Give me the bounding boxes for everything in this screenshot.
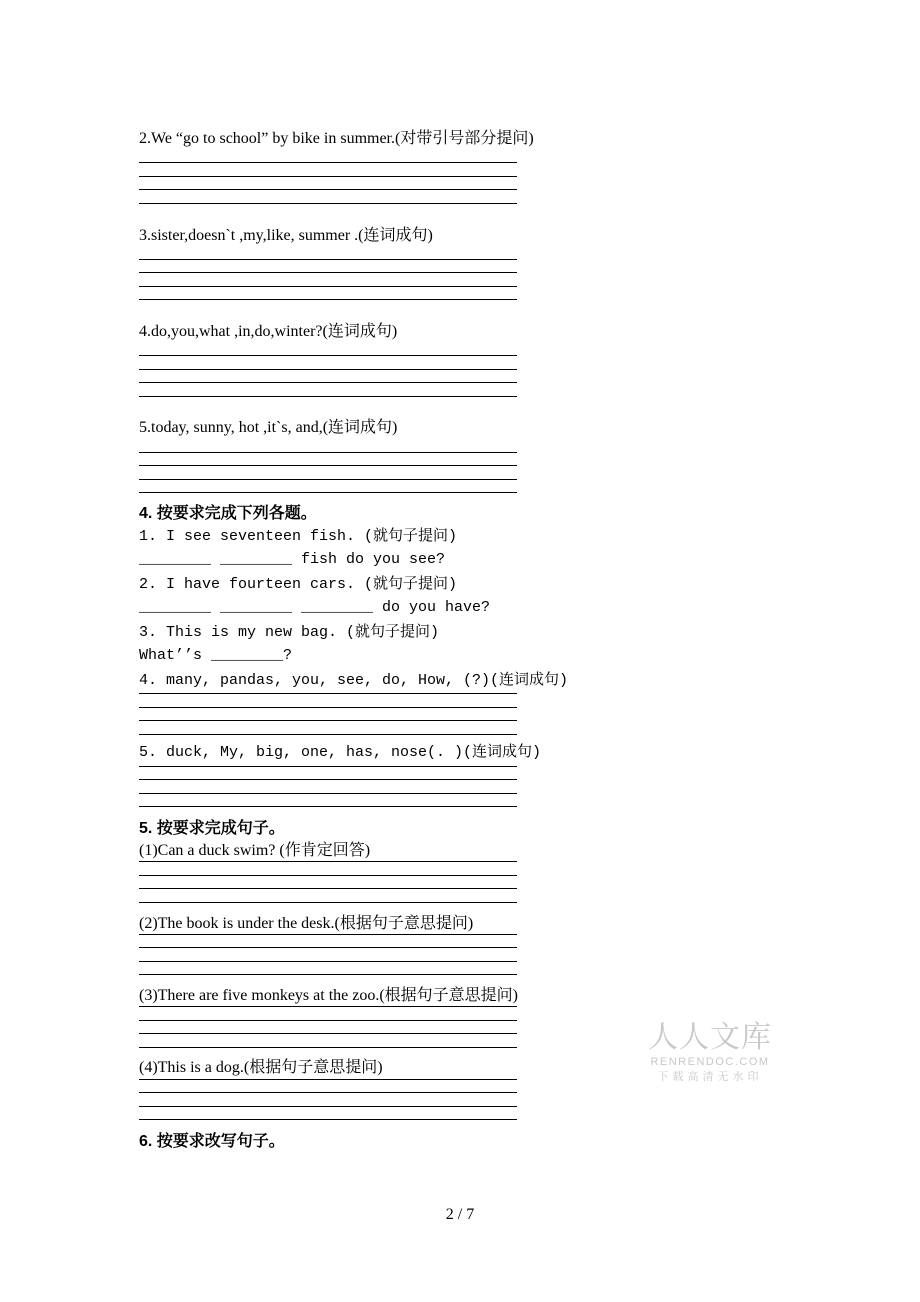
answer-line <box>139 189 517 190</box>
answer-line <box>139 479 517 480</box>
question-5-4: (4)This is a dog.(根据句子意思提问) <box>139 1059 383 1076</box>
answer-line <box>139 299 517 300</box>
answer-4-2: ________ ________ ________ do you have? <box>139 599 491 616</box>
answer-line <box>139 396 517 397</box>
answer-line <box>139 465 517 466</box>
answer-line <box>139 861 517 862</box>
question-3-2: 2.We “go to school” by bike in summer.(对带引号部分提问) <box>139 130 534 147</box>
answer-line <box>139 1033 517 1034</box>
answer-line <box>139 492 517 493</box>
answer-line <box>139 793 517 794</box>
answer-line <box>139 902 517 903</box>
question-3-5: 5.today, sunny, hot ,it`s, and,(连词成句) <box>139 419 398 436</box>
question-4-4: 4. many, pandas, you, see, do, How, (?)(连词成句) <box>139 672 569 689</box>
answer-line <box>139 259 517 260</box>
section-6-heading: 6. 按要求改写句子。 <box>139 1133 285 1150</box>
answer-line <box>139 707 517 708</box>
answer-line <box>139 693 517 694</box>
answer-4-3: What’’s ________? <box>139 647 293 664</box>
page-number: 2 / 7 <box>445 1206 475 1223</box>
question-4-5: 5. duck, My, big, one, has, nose(. )(连词成句) <box>139 744 542 761</box>
answer-line <box>139 452 517 453</box>
answer-line <box>139 766 517 767</box>
answer-line <box>139 1020 517 1021</box>
question-3-4: 4.do,you,what ,in,do,winter?(连词成句) <box>139 323 398 340</box>
watermark-subtitle: 下载高清无水印 <box>657 1071 763 1083</box>
watermark-url: RENRENDOC.COM <box>650 1056 770 1068</box>
section-4-heading: 4. 按要求完成下列各题。 <box>139 505 317 522</box>
answer-line <box>139 934 517 935</box>
answer-line <box>139 272 517 273</box>
question-5-2: (2)The book is under the desk.(根据句子意思提问) <box>139 915 474 932</box>
question-4-3: 3. This is my new bag. (就句子提问) <box>139 624 440 641</box>
question-5-1: (1)Can a duck swim? (作肯定回答) <box>139 842 371 859</box>
answer-line <box>139 1092 517 1093</box>
answer-line <box>139 1047 517 1048</box>
answer-line <box>139 806 517 807</box>
answer-line <box>139 1106 517 1107</box>
answer-line <box>139 974 517 975</box>
answer-line <box>139 1006 517 1007</box>
answer-line <box>139 355 517 356</box>
question-5-3: (3)There are five monkeys at the zoo.(根据句子意思提问) <box>139 987 518 1004</box>
answer-4-1: ________ ________ fish do you see? <box>139 551 446 568</box>
question-4-1: 1. I see seventeen fish. (就句子提问) <box>139 528 458 545</box>
answer-line <box>139 888 517 889</box>
answer-line <box>139 734 517 735</box>
answer-line <box>139 1079 517 1080</box>
answer-line <box>139 1119 517 1120</box>
answer-line <box>139 203 517 204</box>
answer-line <box>139 286 517 287</box>
answer-line <box>139 176 517 177</box>
answer-line <box>139 162 517 163</box>
section-5-heading: 5. 按要求完成句子。 <box>139 820 285 837</box>
question-4-2: 2. I have fourteen cars. (就句子提问) <box>139 576 458 593</box>
answer-line <box>139 382 517 383</box>
answer-line <box>139 961 517 962</box>
question-3-3: 3.sister,doesn`t ,my,like, summer .(连词成句) <box>139 227 433 244</box>
answer-line <box>139 875 517 876</box>
answer-line <box>139 720 517 721</box>
answer-line <box>139 369 517 370</box>
answer-line <box>139 947 517 948</box>
watermark-title: 人人文库 <box>648 1021 772 1054</box>
watermark <box>640 1012 780 1084</box>
answer-line <box>139 779 517 780</box>
